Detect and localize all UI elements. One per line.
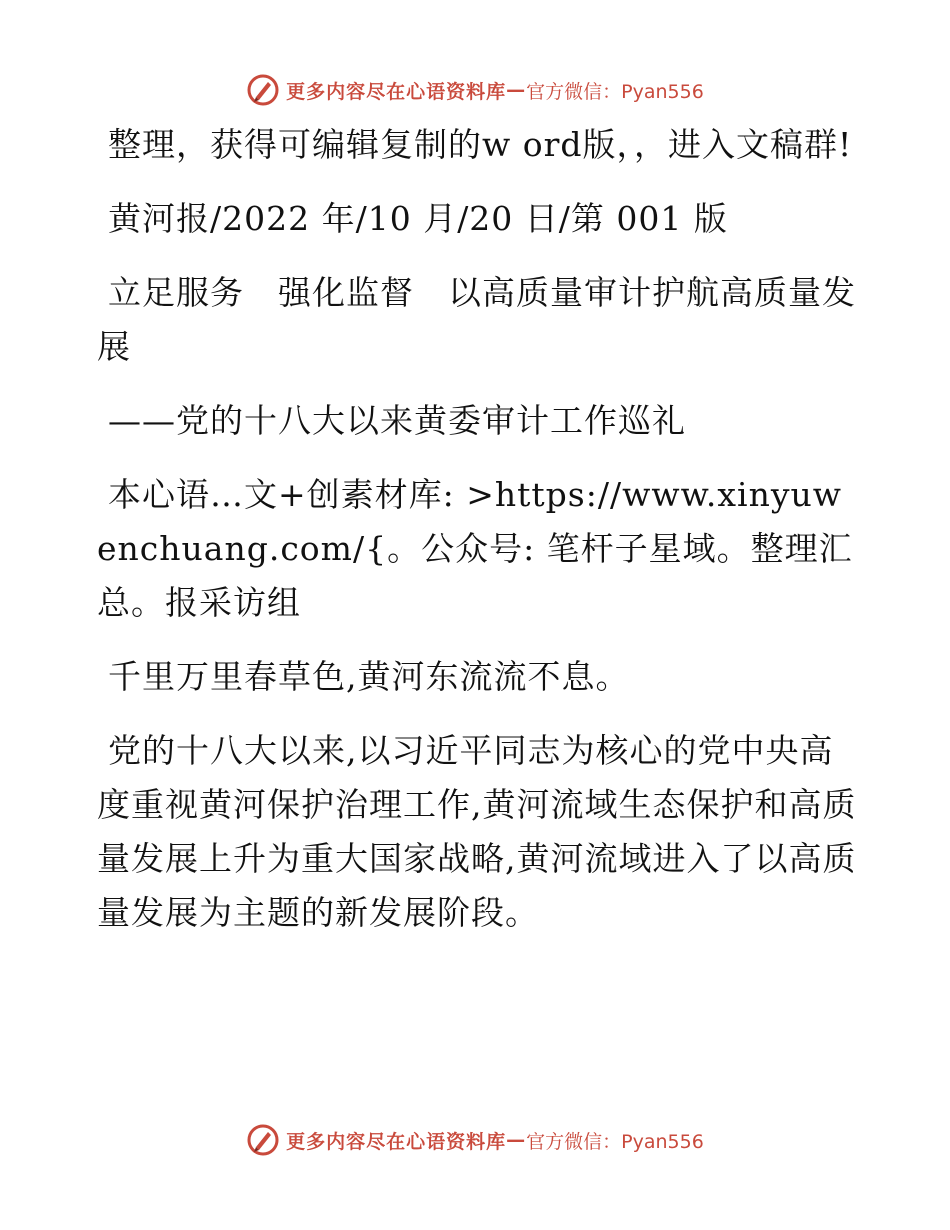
pen-circle-logo-icon <box>246 73 280 107</box>
header-watermark <box>0 70 950 110</box>
watermark-separator: — <box>506 1129 527 1151</box>
watermark-separator: — <box>506 79 527 101</box>
paragraph-intro: 整理，获得可编辑复制的w ord版，，进入文稿群! <box>108 125 853 164</box>
pen-circle-logo-icon <box>246 1123 280 1157</box>
watermark-brand-text: 更多内容尽在心语资料库 <box>286 80 507 103</box>
document-body <box>97 118 857 960</box>
paragraph-opening: 千里万里春草色,黄河东流流不息。 <box>108 657 630 696</box>
article-title: 立足服务 强化监督 以高质量审计护航高质量发展 <box>97 273 856 366</box>
footer-watermark <box>0 1120 950 1160</box>
paragraph-material-note: 本心语…文+创素材库: >https://www.xinyuwenchuang.com/{。公众号: 笔杆子星域。整理汇总。报采访组 <box>97 475 853 622</box>
article-subtitle: ——党的十八大以来黄委审计工作巡礼 <box>108 401 686 440</box>
watermark-brand-text: 更多内容尽在心语资料库 <box>286 1130 507 1153</box>
paragraph-body: 党的十八大以来,以习近平同志为核心的党中央高度重视黄河保护治理工作,黄河流域生态保护和高质量发展上升为重大国家战略,黄河流域进入了以高质量发展为主题的新发展阶段。 <box>97 731 857 932</box>
watermark-wechat-text: 官方微信：Pyan556 <box>526 80 704 103</box>
watermark-wechat-text: 官方微信：Pyan556 <box>526 1130 704 1153</box>
paragraph-source: 黄河报/2022 年/10 月/20 日/第 001 版 <box>108 199 728 238</box>
